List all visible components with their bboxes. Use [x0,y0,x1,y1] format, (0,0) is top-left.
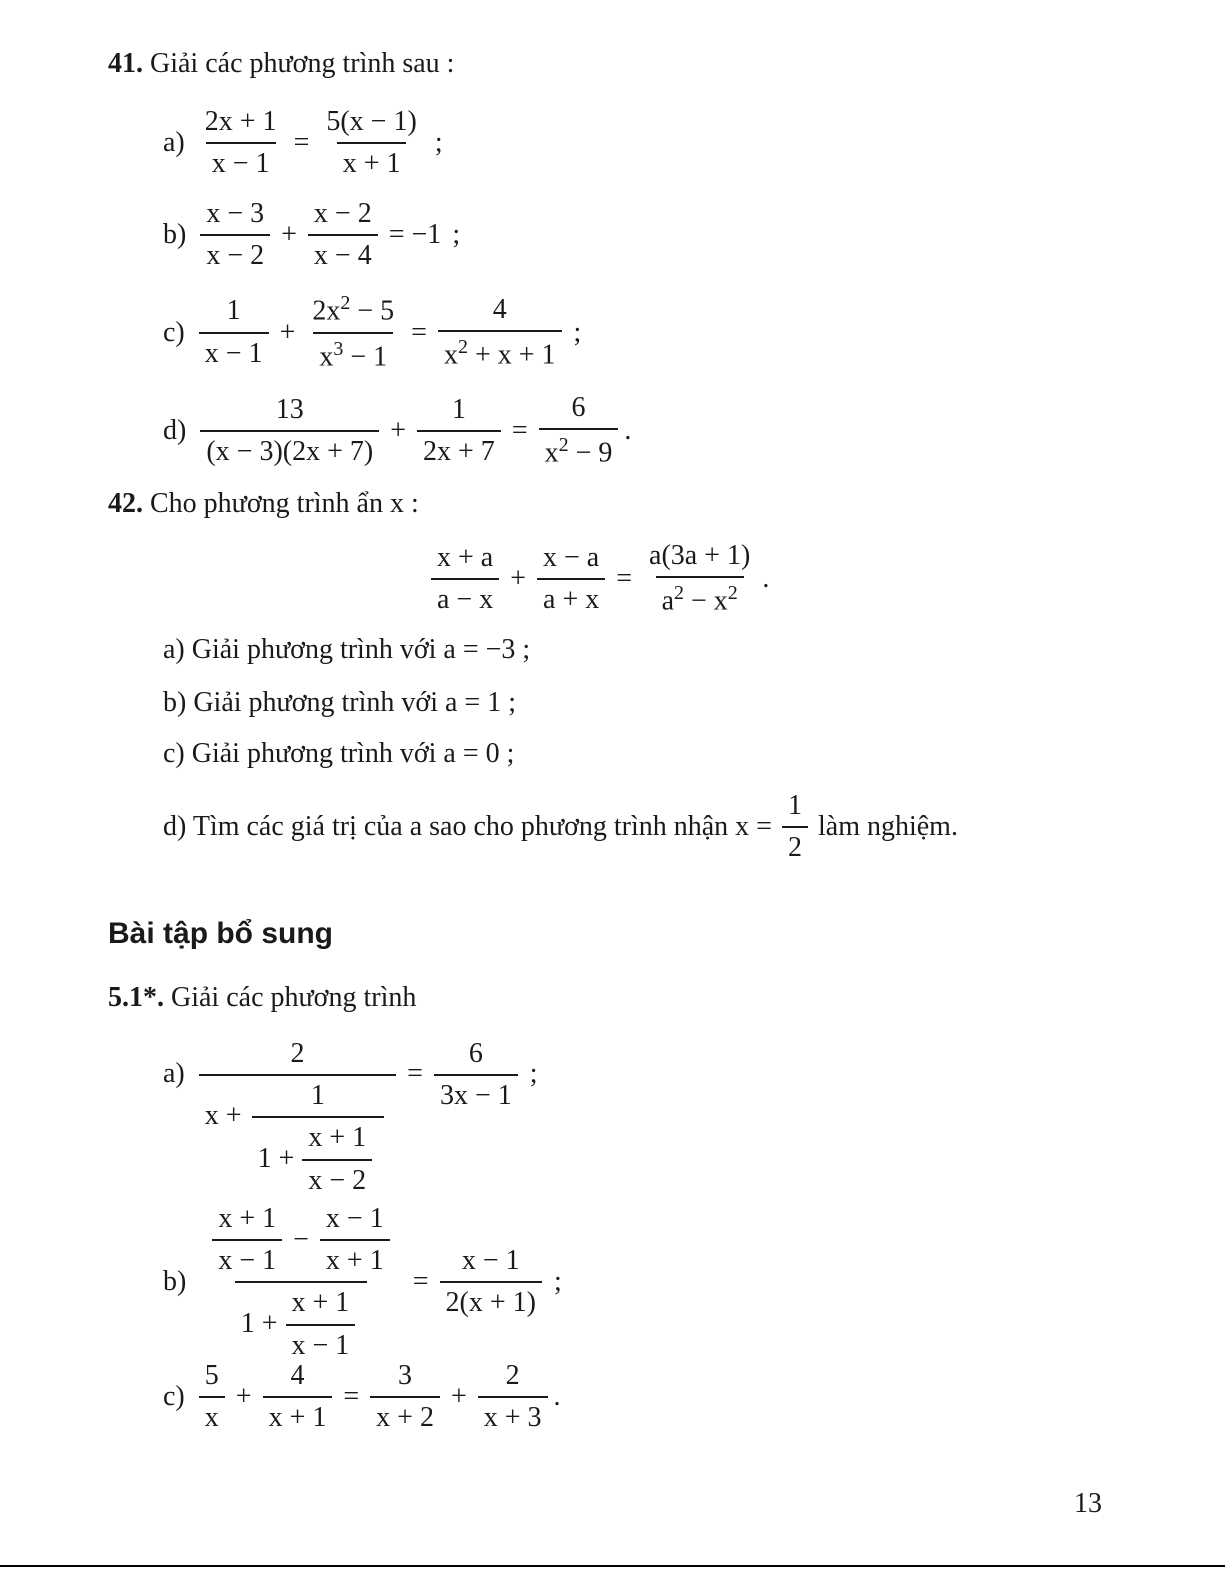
section-heading: Bài tập bổ sung [108,917,333,950]
fraction: $\frac{4}{x^2 + x + 1}$ [438,294,562,372]
problem-42c: c) Giải phương trình với a = 0 ; [163,738,515,769]
fraction: $\frac{1}{x - 1}$ [199,295,269,369]
fraction: 1 1 + $\frac{x + 1}{x - 2}$ [252,1080,385,1197]
fraction: $\frac{1}{2x + 7}$ [417,394,501,468]
problem-number: 5.1*. [108,982,164,1013]
fraction: $\frac{x + a}{a - x}$ [431,542,499,616]
fraction: $\frac{x - 3}{x - 2}$ [200,198,270,272]
fraction: $\frac{5}{x}$ [199,1360,225,1434]
problem-text: Giải các phương trình sau : [150,48,455,79]
problem-text: Cho phương trình ẩn x : [150,488,419,519]
bottom-rule [0,1565,1225,1567]
problem-51-title [108,982,416,1014]
fraction: $\frac{1}{2}$ [782,790,808,864]
equation-51c: c) $\frac{5}{x}$ + $\frac{4}{x + 1}$ = $\frac{3}{x + 2}$ + $\frac{2}{x + 3}$ . [163,1360,561,1434]
problem-42b: b) Giải phương trình với a = 1 ; [163,687,516,718]
fraction: 2 x + 1 1 + $\frac{x + 1}{x - 2}$ [199,1038,396,1197]
fraction: $\frac{2x + 1}{x - 1}$ [204,106,277,180]
item-label: c) [163,316,185,348]
equation-42: $\frac{x + a}{a - x}$ + $\frac{x - a}{a + x}$ = $\frac{a(3a + 1)}{a^2 - x^2}$ . [425,540,769,618]
item-label: b) [163,219,187,251]
equation-51a: a) 2 x + 1 1 + $\frac{x + 1}{x - 2}$ = $\frac{6}{3x - 1}$ ; [163,1038,538,1196]
fraction: $\frac{13}{(x - 3)(2x + 7)}$ [200,394,379,468]
fraction: $\frac{x - 2}{x - 4}$ [308,198,378,272]
problem-number: 41. [108,48,143,79]
fraction: $\frac{6}{x^2 - 9}$ [539,392,619,470]
fraction: $\frac{4}{x + 1}$ [263,1360,333,1434]
fraction: $\frac{x - 1}{2(x + 1)}$ [440,1245,542,1319]
fraction: $\frac{x + 1}{x - 2}$ [302,1122,372,1196]
page-number: 13 [1074,1488,1102,1519]
fraction: $\frac{a(3a + 1)}{a^2 - x^2}$ [649,540,751,617]
item-label: a) [163,127,185,159]
problem-42d: d) Tìm các giá trị của a sao cho phương trình nhận x = $\frac{1}{2}$ làm nghiệm. [163,790,958,864]
item-label: d) [163,414,187,446]
problem-42-title [108,488,419,520]
problem-42a: a) Giải phương trình với a = −3 ; [163,634,531,665]
fraction: $\frac{x - 1}{x + 1}$ [320,1203,390,1277]
equation-41a: a) $\frac{2x + 1}{x - 1}$ = $\frac{5(x - 1)}{x + 1}$ ; [163,106,443,180]
fraction: $\frac{x - a}{a + x}$ [537,542,605,616]
equation-51b: b) $\frac{x + 1}{x - 1}$ − $\frac{x - 1}{x + 1}$ 1 + $\frac{x + 1}{x - 1}$ = $\frac{x - 1}{2(x + 1)}$ ; [163,1203,562,1361]
fraction: $\frac{2x^2 - 5}{x^3 - 1}$ [312,292,395,372]
fraction: $\frac{x + 1}{x - 1}$ [286,1287,356,1361]
fraction: $\frac{x + 1}{x - 1}$ [212,1203,282,1277]
fraction: $\frac{5(x - 1)}{x + 1}$ [326,106,417,180]
item-label: c) [163,1381,185,1413]
problem-41-title [108,48,454,80]
fraction: $\frac{2}{x + 3}$ [478,1360,548,1434]
item-label: a) [163,1058,185,1089]
equation-41c: c) $\frac{1}{x - 1}$ + $\frac{2x^2 - 5}{x^3 - 1}$ = $\frac{4}{x^2 + x + 1}$ ; [163,292,582,372]
fraction: $\frac{x + 1}{x - 1}$ − $\frac{x - 1}{x + 1}$ 1 + $\frac{x + 1}{x - 1}$ [200,1203,401,1362]
item-label: b) [163,1266,187,1298]
equation-41d: d) $\frac{13}{(x - 3)(2x + 7)}$ + $\frac{1}{2x + 7}$ = $\frac{6}{x^2 - 9}$ . [163,392,632,469]
fraction: $\frac{3}{x + 2}$ [370,1360,440,1434]
equation-41b: b) $\frac{x - 3}{x - 2}$ + $\frac{x - 2}{x - 4}$ = −1 ; [163,198,461,272]
fraction: $\frac{6}{3x - 1}$ [434,1038,518,1112]
problem-number: 42. [108,488,143,519]
problem-text: Giải các phương trình [171,982,417,1013]
